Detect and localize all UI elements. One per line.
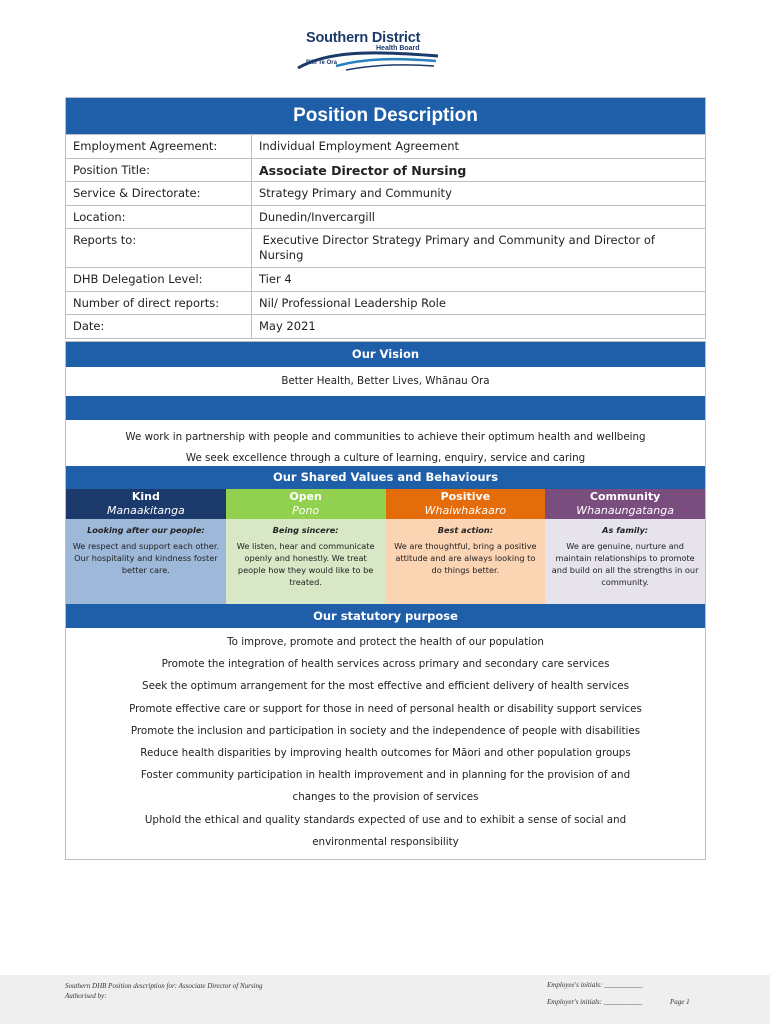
footer-authorised: Authorised by:	[65, 992, 107, 1000]
employee-initials: Employee's initials: ___________	[547, 981, 643, 989]
value-maori: Pono	[292, 504, 320, 517]
value-open	[226, 489, 386, 604]
position-description-table	[65, 97, 706, 339]
logo-subtitle: Health Board	[376, 45, 420, 52]
value-body	[386, 519, 546, 604]
mission-line: We seek excellence through a culture of learning, enquiry, service and caring	[185, 452, 586, 464]
logo-tagline: Piki Te Ora	[306, 60, 337, 66]
value-maori: Whaiwhakaaro	[424, 504, 507, 517]
value-name: Positive	[440, 490, 491, 503]
footer-left	[65, 981, 263, 1001]
value-community	[545, 489, 705, 604]
value-body	[66, 519, 226, 604]
value-maori: Whanaungatanga	[576, 504, 674, 517]
row-label: Reports to:	[66, 229, 252, 267]
values-header: Our Shared Values and Behaviours	[66, 466, 705, 489]
row-label: Service & Directorate:	[66, 182, 252, 205]
row-value: Nil/ Professional Leadership Role	[259, 296, 446, 310]
row-label: Position Title:	[66, 159, 252, 181]
table-row	[66, 314, 705, 338]
mission-block	[66, 420, 705, 466]
purpose-line: Promote effective care or support for those in need of personal health or disability support services	[129, 702, 642, 715]
value-head	[226, 489, 386, 519]
row-label: Location:	[66, 206, 252, 228]
position-description-header: Position Description	[66, 98, 705, 134]
values-section	[65, 341, 706, 860]
page-footer	[0, 975, 770, 1024]
value-name: Kind	[131, 490, 160, 503]
purpose-line: To improve, promote and protect the health of our population	[227, 636, 544, 648]
table-row	[66, 134, 705, 158]
row-value: Dunedin/Invercargill	[259, 210, 375, 224]
value-head	[386, 489, 546, 519]
purpose-line: Foster community participation in health improvement and in planning for the provision of and	[140, 769, 631, 782]
purpose-line: Uphold the ethical and quality standards expected of use and to exhibit a sense of social and	[144, 813, 627, 826]
value-subtitle: Being sincere:	[272, 525, 339, 535]
table-row	[66, 267, 705, 291]
value-body	[226, 519, 386, 604]
value-description: We respect and support each other. Our hospitality and kindness foster better care.	[72, 541, 220, 575]
position-title-value: Associate Director of Nursing	[259, 163, 467, 178]
purpose-header: Our statutory purpose	[66, 604, 705, 628]
footer-description: Southern DHB Position description for: Associate Director of Nursing	[65, 982, 263, 990]
purpose-line: environmental responsibility	[312, 835, 459, 848]
value-description: We are genuine, nurture and maintain relationships to promote and build on all the strengths in our community.	[551, 541, 699, 587]
table-row	[66, 205, 705, 228]
value-description: We listen, hear and communicate openly and honestly. We treat people how they would like to be treated.	[236, 541, 375, 587]
blank-bar	[66, 396, 705, 420]
purpose-line: changes to the provision of services	[292, 791, 479, 804]
purpose-list	[66, 628, 705, 859]
sdhb-logo	[296, 30, 441, 72]
purpose-line: Promote the inclusion and participation in society and the independence of people with disabilities	[130, 724, 641, 737]
value-subtitle: Looking after our people:	[87, 525, 205, 535]
row-value: Tier 4	[259, 272, 292, 286]
purpose-line: Promote the integration of health services across primary and secondary care services	[161, 658, 610, 671]
row-label: Date:	[66, 315, 252, 338]
table-row	[66, 158, 705, 181]
values-grid	[66, 489, 705, 604]
table-row	[66, 291, 705, 314]
value-head	[545, 489, 705, 519]
row-value: May 2021	[259, 319, 316, 333]
value-subtitle: As family:	[602, 525, 649, 535]
page-number: Page 1	[670, 998, 690, 1006]
employer-initials: Employer's initials: ___________	[547, 998, 643, 1006]
purpose-line: Reduce health disparities by improving health outcomes for Māori and other population groups	[140, 747, 631, 760]
value-positive	[386, 489, 546, 604]
value-kind	[66, 489, 226, 604]
logo-title: Southern District	[306, 30, 421, 46]
table-row	[66, 228, 705, 267]
row-label: Number of direct reports:	[66, 292, 252, 314]
value-maori: Manaakitanga	[106, 504, 185, 517]
row-label: DHB Delegation Level:	[66, 268, 252, 291]
value-body	[545, 519, 705, 604]
vision-text: Better Health, Better Lives, Whānau Ora	[281, 375, 490, 387]
mission-line: We work in partnership with people and communities to achieve their optimum health and wellbeing	[125, 431, 646, 443]
row-value: Executive Director Strategy Primary and Community and Director of Nursing	[259, 233, 659, 262]
value-name: Community	[589, 490, 661, 503]
vision-header: Our Vision	[66, 342, 705, 367]
row-value: Strategy Primary and Community	[259, 186, 452, 200]
table-row	[66, 181, 705, 205]
row-value: Individual Employment Agreement	[259, 139, 460, 153]
value-name: Open	[289, 490, 322, 503]
value-description: We are thoughtful, bring a positive attitude and are always looking to do things better.	[394, 541, 537, 575]
purpose-line: Seek the optimum arrangement for the most effective and efficient delivery of health services	[142, 680, 629, 693]
row-label: Employment Agreement:	[66, 135, 252, 158]
value-subtitle: Best action:	[437, 525, 493, 535]
value-head	[66, 489, 226, 519]
